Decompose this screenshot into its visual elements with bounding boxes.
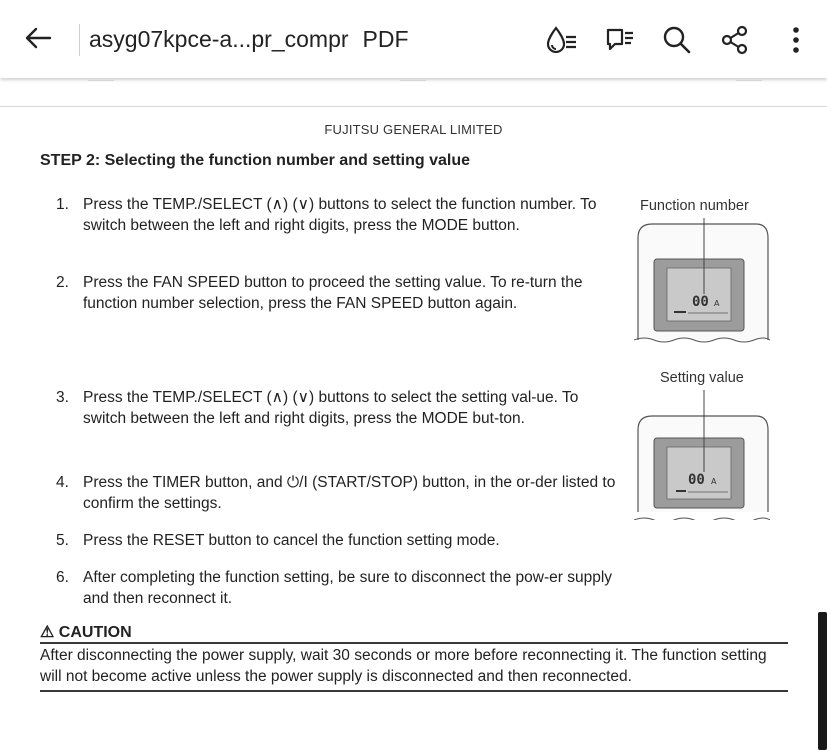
pdf-page xyxy=(0,108,827,750)
scrollbar-thumb[interactable] xyxy=(818,612,827,750)
list-item-number: 6. xyxy=(56,569,69,586)
list-item-number: 2. xyxy=(56,274,69,291)
share-icon[interactable] xyxy=(719,24,751,56)
list-item-text: Press the FAN SPEED button to proceed the setting value. To re-turn the function number selection, press the FAN SPEED button again. xyxy=(83,274,583,312)
back-arrow-icon[interactable] xyxy=(22,22,54,54)
list-item-number: 4. xyxy=(56,474,69,491)
caution-title: ⚠ CAUTION xyxy=(40,624,132,641)
svg-text:A: A xyxy=(711,477,717,486)
toolbar-divider xyxy=(79,24,80,56)
app-toolbar xyxy=(0,0,827,78)
step-title: STEP 2: Selecting the function number and setting value xyxy=(40,152,470,169)
file-name: asyg07kpce-a...pr_compr xyxy=(89,26,349,52)
svg-text:A: A xyxy=(714,299,720,308)
caution-bottom-rule xyxy=(40,690,788,692)
list-item-text: After completing the function setting, be sure to disconnect the pow-er supply and then reconnect it. xyxy=(83,569,613,607)
caution-top-rule xyxy=(40,642,788,644)
lcd-digits: 00 xyxy=(692,294,709,310)
figure-label-setting-value: Setting value xyxy=(660,370,744,386)
reading-mode-icon[interactable] xyxy=(545,24,577,56)
list-item-text: Press the TIMER button, and ⏻/I (START/STOP) button, in the or-der listed to confirm the settings. xyxy=(83,474,616,512)
comment-icon[interactable] xyxy=(604,24,636,56)
list-item-number: 1. xyxy=(56,196,69,213)
lcd-digits: 00 xyxy=(688,472,705,488)
previous-page-edge xyxy=(0,80,827,107)
more-vert-icon[interactable] xyxy=(780,24,812,56)
file-type: PDF xyxy=(362,26,409,52)
list-item-number: 5. xyxy=(56,532,69,549)
page-header: FUJITSU GENERAL LIMITED xyxy=(324,122,503,137)
remote-illustration xyxy=(634,390,770,525)
document-title xyxy=(89,26,409,53)
list-item-number: 3. xyxy=(56,389,69,406)
search-icon[interactable] xyxy=(661,24,693,56)
caution-text: After disconnecting the power supply, wait 30 seconds or more before reconnecting it. The function setting will not become active unless the power supply is disconnected and then reconnected. xyxy=(40,647,767,685)
list-item-text: Press the TEMP./SELECT (∧) (∨) buttons to select the function number. To switch between the left and right digits, press the MODE button. xyxy=(83,196,597,234)
list-item-text: Press the RESET button to cancel the function setting mode. xyxy=(83,532,500,549)
list-item-text: Press the TEMP./SELECT (∧) (∨) buttons to select the setting val-ue. To switch between the left and right digits, press the MODE but-ton. xyxy=(83,389,579,427)
remote-illustration xyxy=(634,218,770,353)
figure-label-function-number: Function number xyxy=(640,198,749,214)
